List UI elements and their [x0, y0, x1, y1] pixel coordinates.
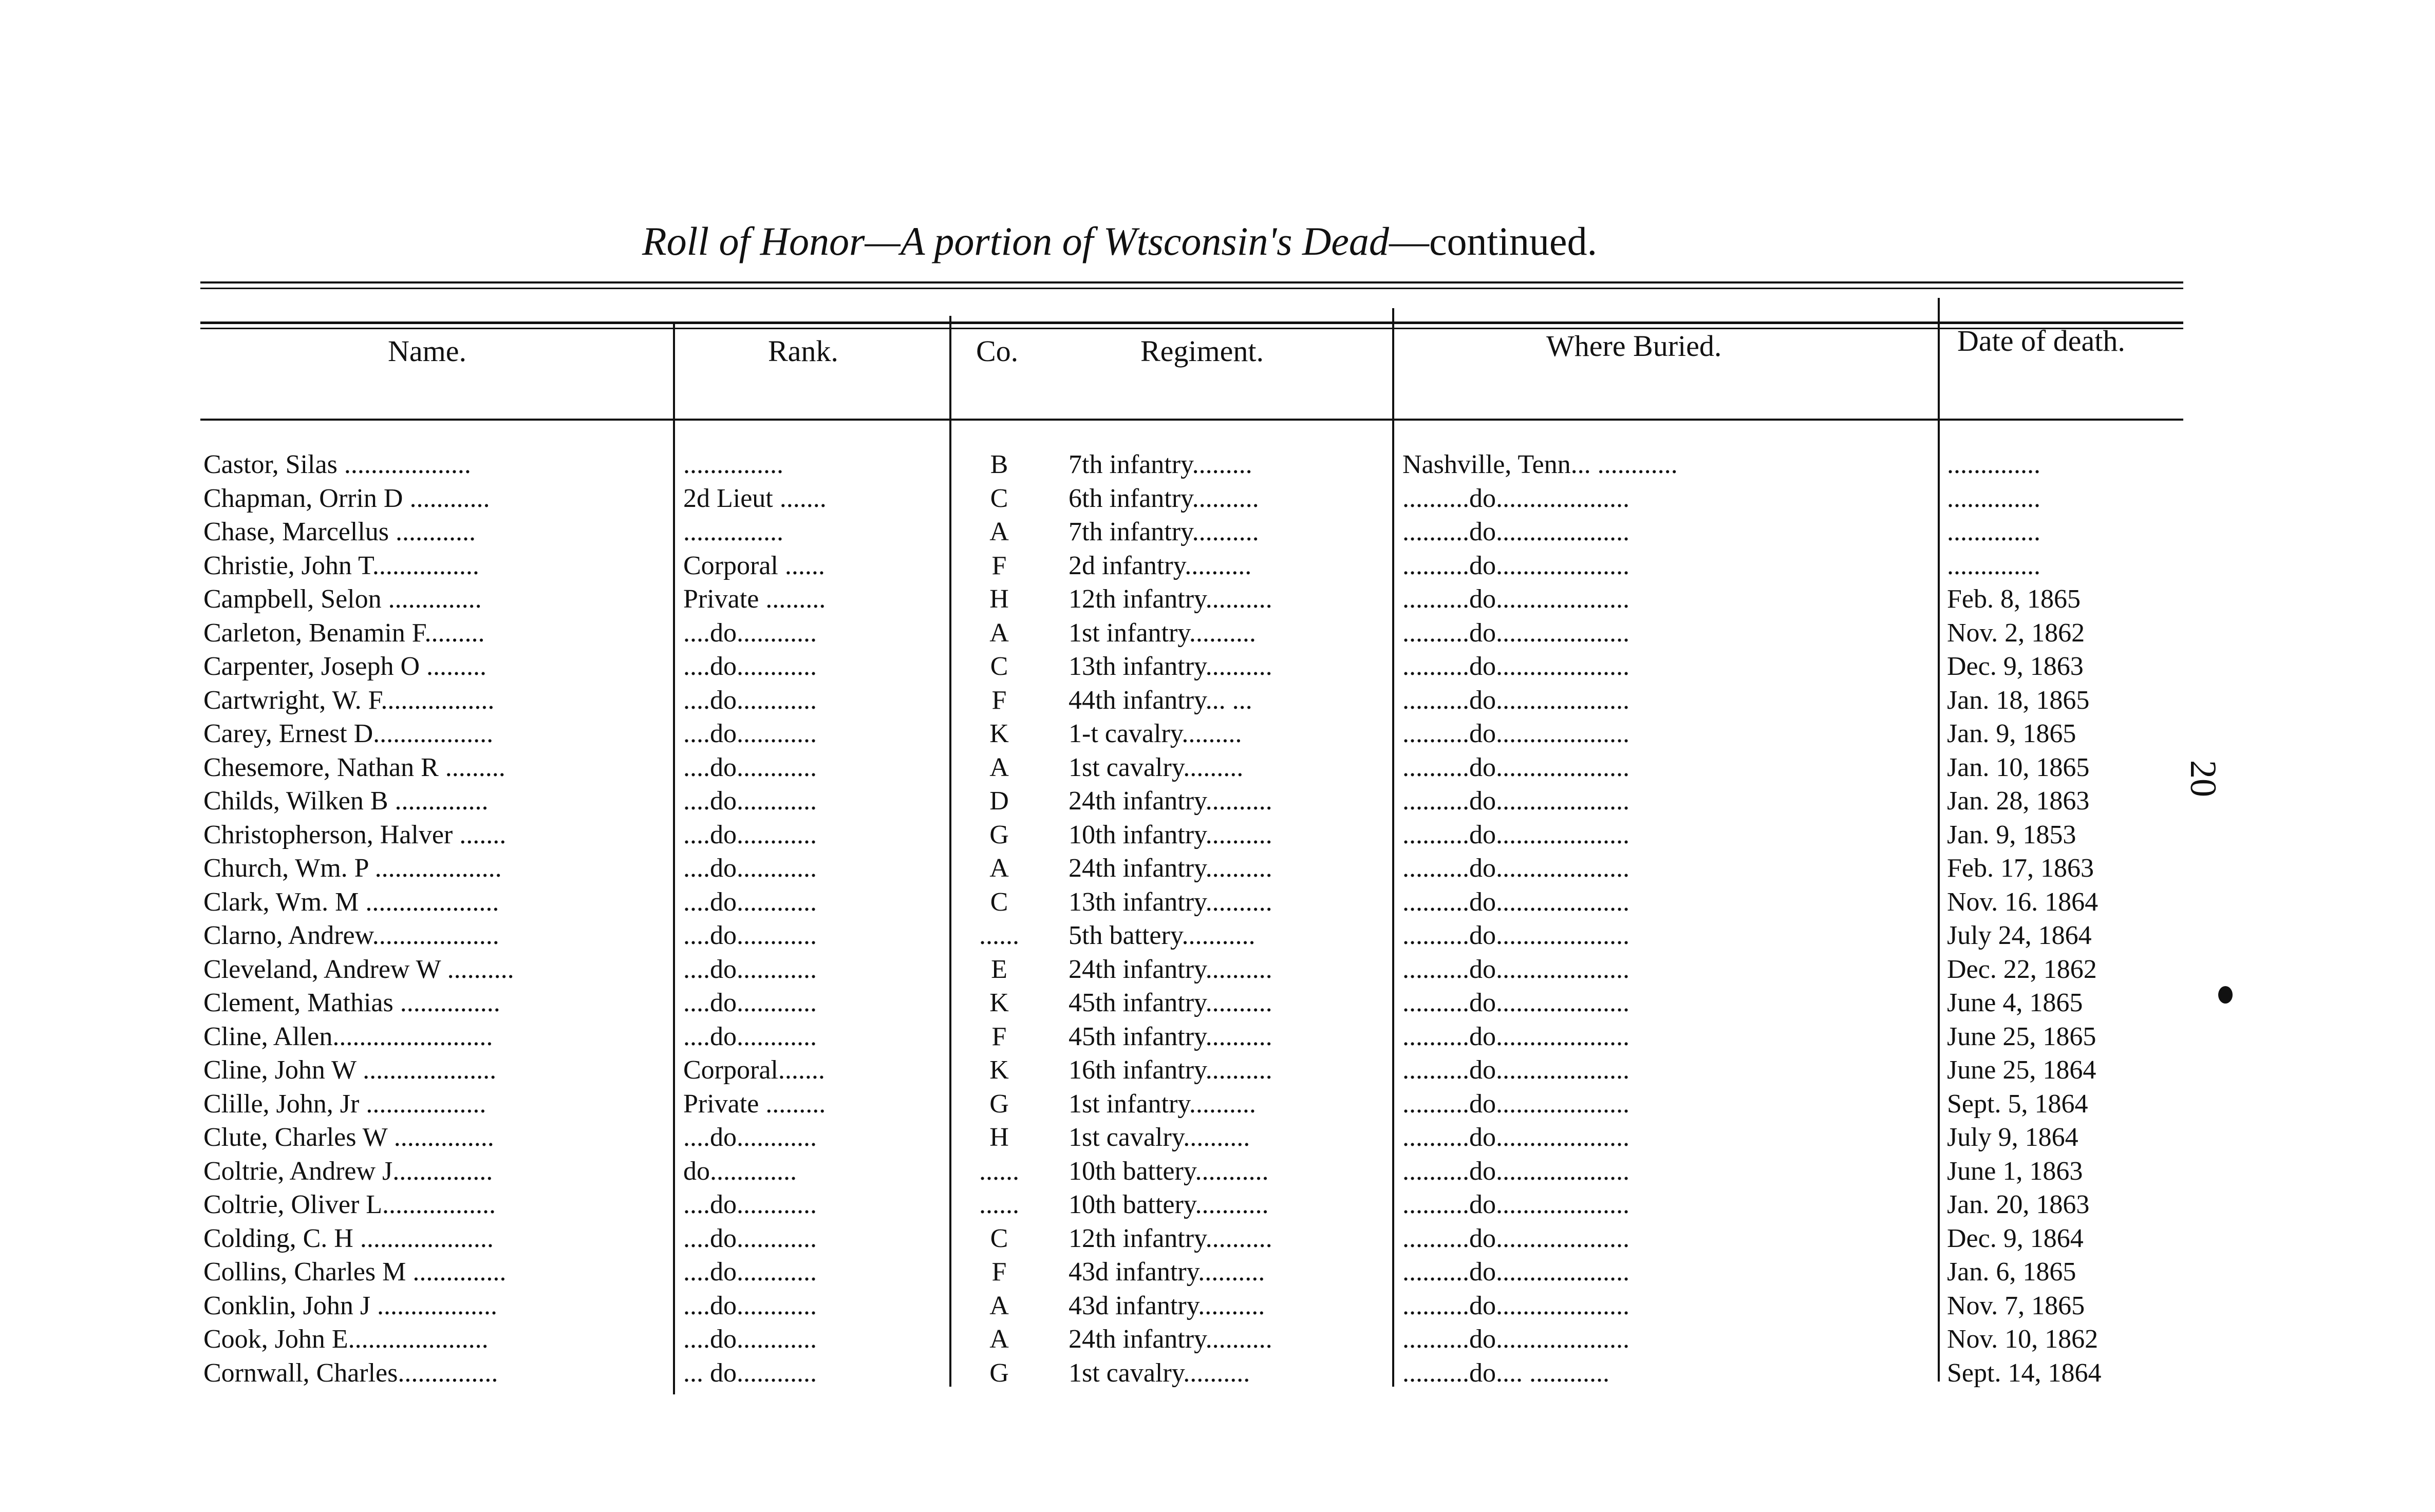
title-continued: —continued.	[1389, 219, 1598, 263]
cell-rank: ....do............	[683, 1223, 817, 1253]
cell-name: Childs, Wilken B ..............	[203, 786, 489, 816]
cell-date-of-death: June 4, 1865	[1947, 988, 2083, 1017]
cell-where-buried: ..........do....................	[1402, 1055, 1629, 1085]
cell-date-of-death: ..............	[1947, 517, 2040, 546]
cell-co: K	[989, 719, 1009, 748]
cell-date-of-death: June 1, 1863	[1947, 1156, 2083, 1186]
cell-where-buried: ..........do....................	[1402, 1291, 1629, 1320]
table-row	[200, 551, 2183, 584]
cell-rank: ....do............	[683, 1190, 817, 1219]
table-row	[200, 920, 2183, 954]
cell-regiment: 7th infantry..........	[1069, 517, 1259, 546]
cell-where-buried: ..........do....................	[1402, 1123, 1629, 1152]
cell-rank: ....do............	[683, 820, 817, 849]
cell-co: H	[989, 584, 1009, 614]
table-row	[200, 988, 2183, 1022]
cell-co: C	[990, 887, 1008, 917]
cell-name: Cleveland, Andrew W ..........	[203, 954, 514, 984]
cell-co: F	[991, 1257, 1007, 1287]
cell-name: Campbell, Selon ..............	[203, 584, 482, 614]
cell-rank: Private .........	[683, 584, 826, 614]
cell-name: Cornwall, Charles...............	[203, 1358, 498, 1388]
cell-co: ......	[979, 1190, 1019, 1219]
cell-regiment: 24th infantry..........	[1069, 854, 1272, 883]
cell-regiment: 10th battery...........	[1069, 1156, 1269, 1186]
cell-where-buried: ..........do....................	[1402, 551, 1629, 580]
cell-name: Cline, John W ....................	[203, 1055, 497, 1085]
cell-where-buried: ..........do....................	[1402, 1022, 1629, 1051]
cell-regiment: 10th battery...........	[1069, 1190, 1269, 1219]
cell-regiment: 1st cavalry..........	[1069, 1123, 1250, 1152]
cell-rank: ....do............	[683, 887, 817, 917]
cell-regiment: 13th infantry..........	[1069, 887, 1272, 917]
cell-regiment: 24th infantry..........	[1069, 954, 1272, 984]
cell-date-of-death: July 24, 1864	[1947, 921, 2092, 950]
cell-co: B	[990, 450, 1008, 479]
cell-rank: ....do............	[683, 921, 817, 950]
cell-name: Church, Wm. P ...................	[203, 854, 502, 883]
cell-where-buried: Nashville, Tenn... ............	[1402, 450, 1678, 479]
cell-name: Carey, Ernest D..................	[203, 719, 494, 748]
cell-name: Christopherson, Halver .......	[203, 820, 507, 849]
cell-co: G	[989, 1089, 1009, 1119]
title-main: Roll of Honor—A portion of Wtsconsin's Dead	[642, 219, 1389, 263]
cell-co: C	[990, 483, 1008, 513]
cell-date-of-death: ..............	[1947, 450, 2040, 479]
cell-co: ......	[979, 921, 1019, 950]
cell-name: Cartwright, W. F.................	[203, 685, 495, 715]
roll-table	[200, 449, 2183, 1391]
cell-regiment: 2d infantry..........	[1069, 551, 1252, 580]
cell-regiment: 16th infantry..........	[1069, 1055, 1272, 1085]
cell-date-of-death: Jan. 6, 1865	[1947, 1257, 2076, 1287]
ink-blot	[2218, 986, 2233, 1004]
cell-date-of-death: Jan. 10, 1865	[1947, 752, 2090, 782]
cell-name: Carpenter, Joseph O .........	[203, 652, 487, 681]
cell-regiment: 1st infantry..........	[1069, 618, 1256, 648]
cell-where-buried: ..........do.... ............	[1402, 1358, 1609, 1388]
cell-where-buried: ..........do....................	[1402, 1089, 1629, 1119]
table-row	[200, 752, 2183, 786]
cell-date-of-death: Jan. 28, 1863	[1947, 786, 2090, 816]
cell-rank: ....do............	[683, 988, 817, 1017]
cell-where-buried: ..........do....................	[1402, 752, 1629, 782]
cell-rank: ....do............	[683, 1325, 817, 1354]
table-row	[200, 1358, 2183, 1392]
cell-rank: ....do............	[683, 685, 817, 715]
cell-date-of-death: Nov. 16. 1864	[1947, 887, 2099, 917]
cell-where-buried: ..........do....................	[1402, 820, 1629, 849]
cell-date-of-death: Jan. 9, 1853	[1947, 820, 2076, 849]
cell-regiment: 45th infantry..........	[1069, 988, 1272, 1017]
header-bottom-rule	[200, 419, 2183, 421]
cell-regiment: 45th infantry..........	[1069, 1022, 1272, 1051]
cell-rank: ....do............	[683, 954, 817, 984]
cell-regiment: 6th infantry..........	[1069, 483, 1259, 513]
cell-rank: ....do............	[683, 1291, 817, 1320]
cell-rank: Corporal.......	[683, 1055, 825, 1085]
cell-rank: 2d Lieut .......	[683, 483, 827, 513]
cell-regiment: 7th infantry.........	[1069, 450, 1252, 479]
cell-rank: ... do............	[683, 1358, 817, 1388]
cell-co: A	[989, 517, 1009, 546]
cell-rank: ....do............	[683, 1123, 817, 1152]
table-row	[200, 853, 2183, 887]
cell-regiment: 43d infantry..........	[1069, 1257, 1265, 1287]
cell-date-of-death: ..............	[1947, 483, 2040, 513]
cell-where-buried: ..........do....................	[1402, 685, 1629, 715]
table-row	[200, 719, 2183, 752]
cell-where-buried: ..........do....................	[1402, 1223, 1629, 1253]
table-row	[200, 1324, 2183, 1358]
table-row	[200, 1257, 2183, 1291]
cell-regiment: 24th infantry..........	[1069, 786, 1272, 816]
cell-co: A	[989, 618, 1009, 648]
cell-rank: ....do............	[683, 1022, 817, 1051]
cell-co: K	[989, 1055, 1009, 1085]
cell-co: C	[990, 652, 1008, 681]
cell-regiment: 1st cavalry..........	[1069, 1358, 1250, 1388]
cell-name: Chesemore, Nathan R .........	[203, 752, 505, 782]
cell-date-of-death: July 9, 1864	[1947, 1123, 2078, 1152]
cell-co: K	[989, 988, 1009, 1017]
top-rule-4	[200, 328, 2183, 329]
cell-where-buried: ..........do....................	[1402, 517, 1629, 546]
cell-where-buried: ..........do....................	[1402, 483, 1629, 513]
cell-where-buried: ..........do....................	[1402, 618, 1629, 648]
cell-rank: ...............	[683, 517, 783, 546]
cell-name: Clark, Wm. M ....................	[203, 887, 499, 917]
cell-date-of-death: Jan. 18, 1865	[1947, 685, 2090, 715]
cell-rank: Corporal ......	[683, 551, 825, 580]
cell-name: Colding, C. H ....................	[203, 1223, 494, 1253]
header-name: Name.	[388, 334, 466, 368]
cell-rank: Private .........	[683, 1089, 826, 1119]
cell-date-of-death: Sept. 5, 1864	[1947, 1089, 2088, 1119]
table-row	[200, 820, 2183, 854]
table-row	[200, 618, 2183, 652]
cell-co: E	[991, 954, 1007, 984]
cell-rank: ....do............	[683, 652, 817, 681]
header-regiment: Regiment.	[1140, 334, 1264, 368]
cell-co: G	[989, 1358, 1009, 1388]
cell-where-buried: ..........do....................	[1402, 652, 1629, 681]
cell-rank: do.............	[683, 1156, 797, 1186]
header-rank: Rank.	[768, 334, 838, 368]
top-rule-2	[200, 288, 2183, 289]
cell-name: Clute, Charles W ...............	[203, 1123, 494, 1152]
cell-rank: ...............	[683, 450, 783, 479]
cell-rank: ....do............	[683, 854, 817, 883]
cell-name: Coltrie, Oliver L.................	[203, 1190, 496, 1219]
cell-name: Clille, John, Jr ..................	[203, 1089, 486, 1119]
header-date-of-death: Date of death.	[1957, 324, 2125, 357]
cell-date-of-death: Dec. 22, 1862	[1947, 954, 2097, 984]
cell-where-buried: ..........do....................	[1402, 854, 1629, 883]
table-row	[200, 1223, 2183, 1257]
table-row	[200, 786, 2183, 820]
table-row	[200, 1055, 2183, 1089]
table-row	[200, 685, 2183, 719]
table-row	[200, 1189, 2183, 1223]
table-row	[200, 651, 2183, 685]
cell-where-buried: ..........do....................	[1402, 584, 1629, 614]
cell-date-of-death: Nov. 10, 1862	[1947, 1325, 2099, 1354]
cell-name: Chapman, Orrin D ............	[203, 483, 490, 513]
cell-rank: ....do............	[683, 719, 817, 748]
cell-date-of-death: Nov. 7, 1865	[1947, 1291, 2085, 1320]
cell-name: Carleton, Benamin F.........	[203, 618, 485, 648]
cell-where-buried: ..........do....................	[1402, 988, 1629, 1017]
table-row	[200, 517, 2183, 551]
table-row	[200, 584, 2183, 618]
top-rule-1	[200, 281, 2183, 284]
cell-co: H	[989, 1123, 1009, 1152]
cell-rank: ....do............	[683, 786, 817, 816]
cell-date-of-death: Feb. 8, 1865	[1947, 584, 2081, 614]
cell-co: A	[989, 854, 1009, 883]
cell-rank: ....do............	[683, 752, 817, 782]
cell-co: ......	[979, 1156, 1019, 1186]
cell-co: C	[990, 1223, 1008, 1253]
cell-name: Clement, Mathias ...............	[203, 988, 500, 1017]
table-row	[200, 1291, 2183, 1325]
cell-where-buried: ..........do....................	[1402, 1257, 1629, 1287]
cell-regiment: 1st infantry..........	[1069, 1089, 1256, 1119]
cell-date-of-death: Dec. 9, 1864	[1947, 1223, 2084, 1253]
cell-date-of-death: June 25, 1864	[1947, 1055, 2096, 1085]
cell-regiment: 5th battery...........	[1069, 921, 1256, 950]
cell-co: F	[991, 1022, 1007, 1051]
cell-where-buried: ..........do....................	[1402, 719, 1629, 748]
table-row	[200, 954, 2183, 988]
cell-name: Clarno, Andrew...................	[203, 921, 499, 950]
cell-name: Chase, Marcellus ............	[203, 517, 476, 546]
cell-where-buried: ..........do....................	[1402, 954, 1629, 984]
cell-co: G	[989, 820, 1009, 849]
cell-regiment: 12th infantry..........	[1069, 1223, 1272, 1253]
cell-rank: ....do............	[683, 618, 817, 648]
header-where-buried: Where Buried.	[1546, 329, 1722, 363]
cell-regiment: 13th infantry..........	[1069, 652, 1272, 681]
cell-date-of-death: Dec. 9, 1863	[1947, 652, 2084, 681]
cell-name: Cline, Allen........................	[203, 1022, 493, 1051]
cell-date-of-death: Feb. 17, 1863	[1947, 854, 2094, 883]
cell-date-of-death: Nov. 2, 1862	[1947, 618, 2085, 648]
cell-where-buried: ..........do....................	[1402, 887, 1629, 917]
table-row	[200, 1156, 2183, 1190]
page-number: 20	[2183, 760, 2224, 797]
cell-name: Castor, Silas ...................	[203, 450, 471, 479]
header-co: Co.	[976, 334, 1019, 368]
cell-name: Christie, John T................	[203, 551, 479, 580]
cell-where-buried: ..........do....................	[1402, 921, 1629, 950]
table-row	[200, 483, 2183, 517]
cell-where-buried: ..........do....................	[1402, 1190, 1629, 1219]
cell-date-of-death: Jan. 9, 1865	[1947, 719, 2076, 748]
table-row	[200, 1022, 2183, 1055]
cell-regiment: 24th infantry..........	[1069, 1325, 1272, 1354]
cell-regiment: 1st cavalry.........	[1069, 752, 1244, 782]
cell-co: A	[989, 1325, 1009, 1354]
cell-date-of-death: June 25, 1865	[1947, 1022, 2096, 1051]
cell-regiment: 12th infantry..........	[1069, 584, 1272, 614]
cell-co: F	[991, 551, 1007, 580]
cell-co: A	[989, 1291, 1009, 1320]
table-row	[200, 1122, 2183, 1156]
top-rule-3	[200, 322, 2183, 324]
cell-regiment: 44th infantry... ...	[1069, 685, 1252, 715]
cell-date-of-death: Sept. 14, 1864	[1947, 1358, 2102, 1388]
cell-co: D	[989, 786, 1009, 816]
cell-date-of-death: ..............	[1947, 551, 2040, 580]
cell-regiment: 1-t cavalry.........	[1069, 719, 1242, 748]
cell-name: Collins, Charles M ..............	[203, 1257, 507, 1287]
cell-name: Cook, John E.....................	[203, 1325, 489, 1354]
page-title	[642, 218, 1772, 264]
cell-name: Conklin, John J ..................	[203, 1291, 498, 1320]
table-row	[200, 449, 2183, 483]
cell-co: F	[991, 685, 1007, 715]
cell-name: Coltrie, Andrew J...............	[203, 1156, 493, 1186]
cell-rank: ....do............	[683, 1257, 817, 1287]
cell-where-buried: ..........do....................	[1402, 1156, 1629, 1186]
cell-regiment: 43d infantry..........	[1069, 1291, 1265, 1320]
cell-where-buried: ..........do....................	[1402, 1325, 1629, 1354]
cell-co: A	[989, 752, 1009, 782]
cell-date-of-death: Jan. 20, 1863	[1947, 1190, 2090, 1219]
cell-where-buried: ..........do....................	[1402, 786, 1629, 816]
table-row	[200, 1089, 2183, 1123]
table-row	[200, 887, 2183, 921]
cell-regiment: 10th infantry..........	[1069, 820, 1272, 849]
